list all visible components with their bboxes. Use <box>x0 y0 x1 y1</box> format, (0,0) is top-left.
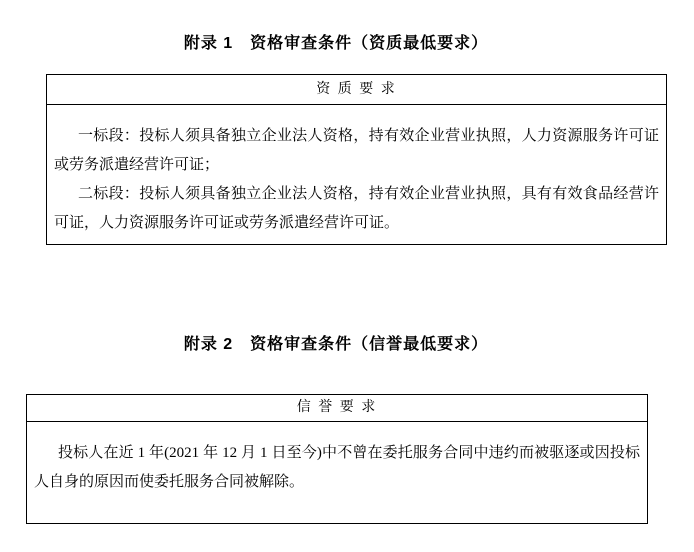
appendix1-title: 附录 1 资格审查条件（资质最低要求） <box>183 35 489 52</box>
appendix2-paragraph-1: 投标人在近 1 年(2021 年 12 月 1 日至今)中不曾在委托服务合同中违约而被驱逐或因投标人自身的原因而使委托服务合同被解除。 <box>34 445 640 490</box>
appendix1-table-header: 资 质 要 求 <box>47 75 666 105</box>
appendix2-title: 附录 2 资格审查条件（信誉最低要求） <box>183 336 489 353</box>
appendix1-paragraph-2: 二标段：投标人须具备独立企业法人资格，持有效企业营业执照，具有有效食品经营许可证，人力资源服务许可证或劳务派遣经营许可证。 <box>54 186 659 231</box>
appendix2-table <box>26 394 648 524</box>
appendix2-table-body <box>27 422 647 524</box>
appendix1-paragraph-1: 一标段：投标人须具备独立企业法人资格，持有效企业营业执照，人力资源服务许可证或劳务派遣经营许可证； <box>54 128 659 173</box>
appendix2-table-header: 信 誉 要 求 <box>27 395 647 422</box>
appendix1-table <box>46 74 667 245</box>
appendix1-table-body <box>47 105 666 245</box>
